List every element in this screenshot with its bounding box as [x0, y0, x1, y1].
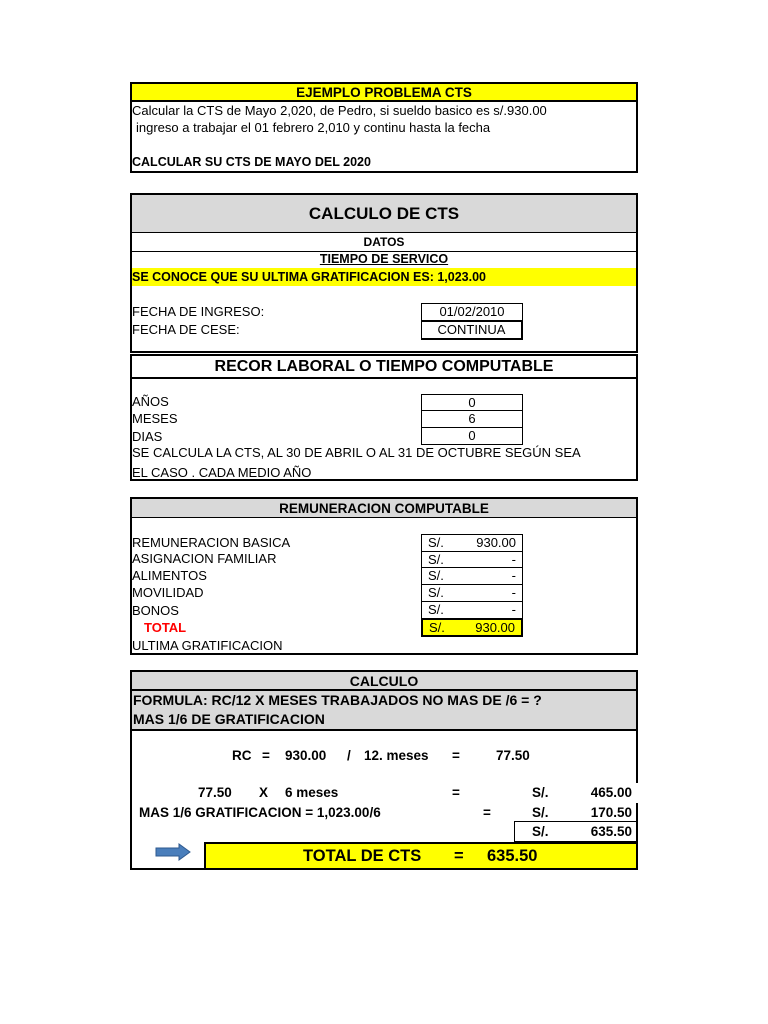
anos-value: 0	[421, 394, 523, 411]
formula-line-1: FORMULA: RC/12 X MESES TRABAJADOS NO MAS DE /6 = ?	[133, 692, 542, 708]
rc-divisor: 12. meses	[364, 748, 429, 763]
remuneracion-title	[132, 499, 636, 518]
tiempo-servicio-label: TIEMPO DE SERVICO	[319, 252, 449, 266]
ejemplo-line3: CALCULAR SU CTS DE MAYO DEL 2020	[132, 155, 371, 169]
calc-line4-cur: S/.	[532, 824, 549, 839]
currency-symbol: S/.	[428, 585, 444, 600]
total-cts-value: 635.50	[487, 847, 538, 865]
dias-value: 0	[421, 427, 523, 445]
amount-value: 930.00	[475, 620, 515, 635]
dias-label: DIAS	[132, 429, 163, 444]
total-cts-banner	[204, 842, 638, 870]
calc-line2-val: 465.00	[590, 785, 632, 800]
amount-value: 930.00	[476, 535, 516, 550]
ejemplo-title-text: EJEMPLO PROBLEMA CTS	[296, 85, 472, 100]
ultima-gratificacion-label: ULTIMA GRATIFICACION	[132, 638, 283, 653]
calc-line2-x: X	[259, 785, 269, 800]
recor-title	[130, 354, 638, 379]
rc-equals-2: =	[452, 748, 460, 763]
calc-line2-cur: S/.	[532, 785, 549, 800]
calc-line3-eq: =	[483, 805, 491, 820]
rc-label: RC	[232, 748, 252, 763]
rc-result: 77.50	[496, 748, 530, 763]
calculo-cts-title	[132, 195, 636, 233]
right-arrow-icon	[155, 843, 191, 861]
rc-equals: =	[262, 748, 270, 763]
ejemplo-line1: Calcular la CTS de Mayo 2,020, de Pedro, si sueldo basico es s/.930.00	[132, 103, 547, 118]
remuneracion-row-label: MOVILIDAD	[132, 585, 204, 600]
currency-symbol: S/.	[429, 620, 445, 635]
gratificacion-text: SE CONOCE QUE SU ULTIMA GRATIFICACION ES: 1,023.00	[132, 270, 486, 284]
remuneracion-row-amount	[421, 534, 523, 552]
calculo-bottom-border	[130, 868, 638, 870]
fecha-cese-value: CONTINUA	[421, 321, 523, 340]
remuneracion-row-label: BONOS	[132, 603, 179, 618]
remuneracion-row-amount	[421, 567, 523, 585]
total-amount	[421, 618, 523, 637]
calculo-title	[130, 670, 638, 691]
total-cts-label: TOTAL DE CTS	[303, 847, 422, 865]
currency-symbol: S/.	[428, 552, 444, 567]
meses-value: 6	[421, 410, 523, 428]
recor-note-2: EL CASO . CADA MEDIO AÑO	[132, 465, 312, 480]
amount-value: -	[511, 552, 516, 567]
remuneracion-row-amount	[421, 584, 523, 602]
meses-label: MESES	[132, 411, 178, 426]
calculo-body-right-border	[636, 731, 638, 783]
ejemplo-line2: ingreso a trabajar el 01 febrero 2,010 y continu hasta la fecha	[136, 120, 491, 135]
amount-value: -	[511, 602, 516, 617]
ejemplo-title	[130, 82, 638, 102]
remuneracion-row-label: ALIMENTOS	[132, 568, 207, 583]
remuneracion-row-amount	[421, 551, 523, 568]
formula-line-2: MAS 1/6 DE GRATIFICACION	[133, 711, 325, 727]
recor-note-1: SE CALCULA LA CTS, AL 30 DE ABRIL O AL 31 DE OCTUBRE SEGÚN SEA	[132, 445, 581, 460]
datos-label: DATOS	[363, 235, 405, 249]
formula-box	[130, 690, 638, 731]
calc-line2-b: 6 meses	[285, 785, 339, 800]
fecha-ingreso-label: FECHA DE INGRESO:	[132, 304, 265, 319]
rc-value: 930.00	[285, 748, 327, 763]
amount-value: -	[511, 585, 516, 600]
calc-line3-val: 170.50	[590, 805, 632, 820]
fecha-ingreso-value: 01/02/2010	[421, 303, 523, 321]
gratificacion-banner	[132, 268, 636, 286]
currency-symbol: S/.	[428, 535, 444, 550]
remuneracion-title-text: REMUNERACION COMPUTABLE	[279, 501, 489, 516]
remuneracion-row-amount	[421, 601, 523, 619]
calc-line2-a: 77.50	[198, 785, 232, 800]
currency-symbol: S/.	[428, 568, 444, 583]
total-cts-equals: =	[454, 847, 464, 865]
total-label: TOTAL	[144, 620, 187, 635]
currency-symbol: S/.	[428, 602, 444, 617]
recor-title-text: RECOR LABORAL O TIEMPO COMPUTABLE	[214, 358, 554, 375]
calc-line3-a: MAS 1/6 GRATIFICACION = 1,023.00/6	[139, 805, 381, 820]
calculo-cts-title-text: CALCULO DE CTS	[308, 204, 460, 223]
calc-line4-val: 635.50	[590, 824, 632, 839]
anos-label: AÑOS	[132, 394, 169, 409]
rc-slash: /	[347, 748, 351, 763]
calc-line3-cur: S/.	[532, 805, 549, 820]
amount-value: -	[511, 568, 516, 583]
calculo-title-text: CALCULO	[349, 673, 419, 689]
calc-line2-eq: =	[452, 785, 460, 800]
remuneracion-row-label: REMUNERACION BASICA	[132, 535, 291, 550]
fecha-cese-label: FECHA DE CESE:	[132, 322, 240, 337]
remuneracion-row-label: ASIGNACION FAMILIAR	[132, 551, 277, 566]
calculo-body-left-border	[130, 731, 132, 870]
